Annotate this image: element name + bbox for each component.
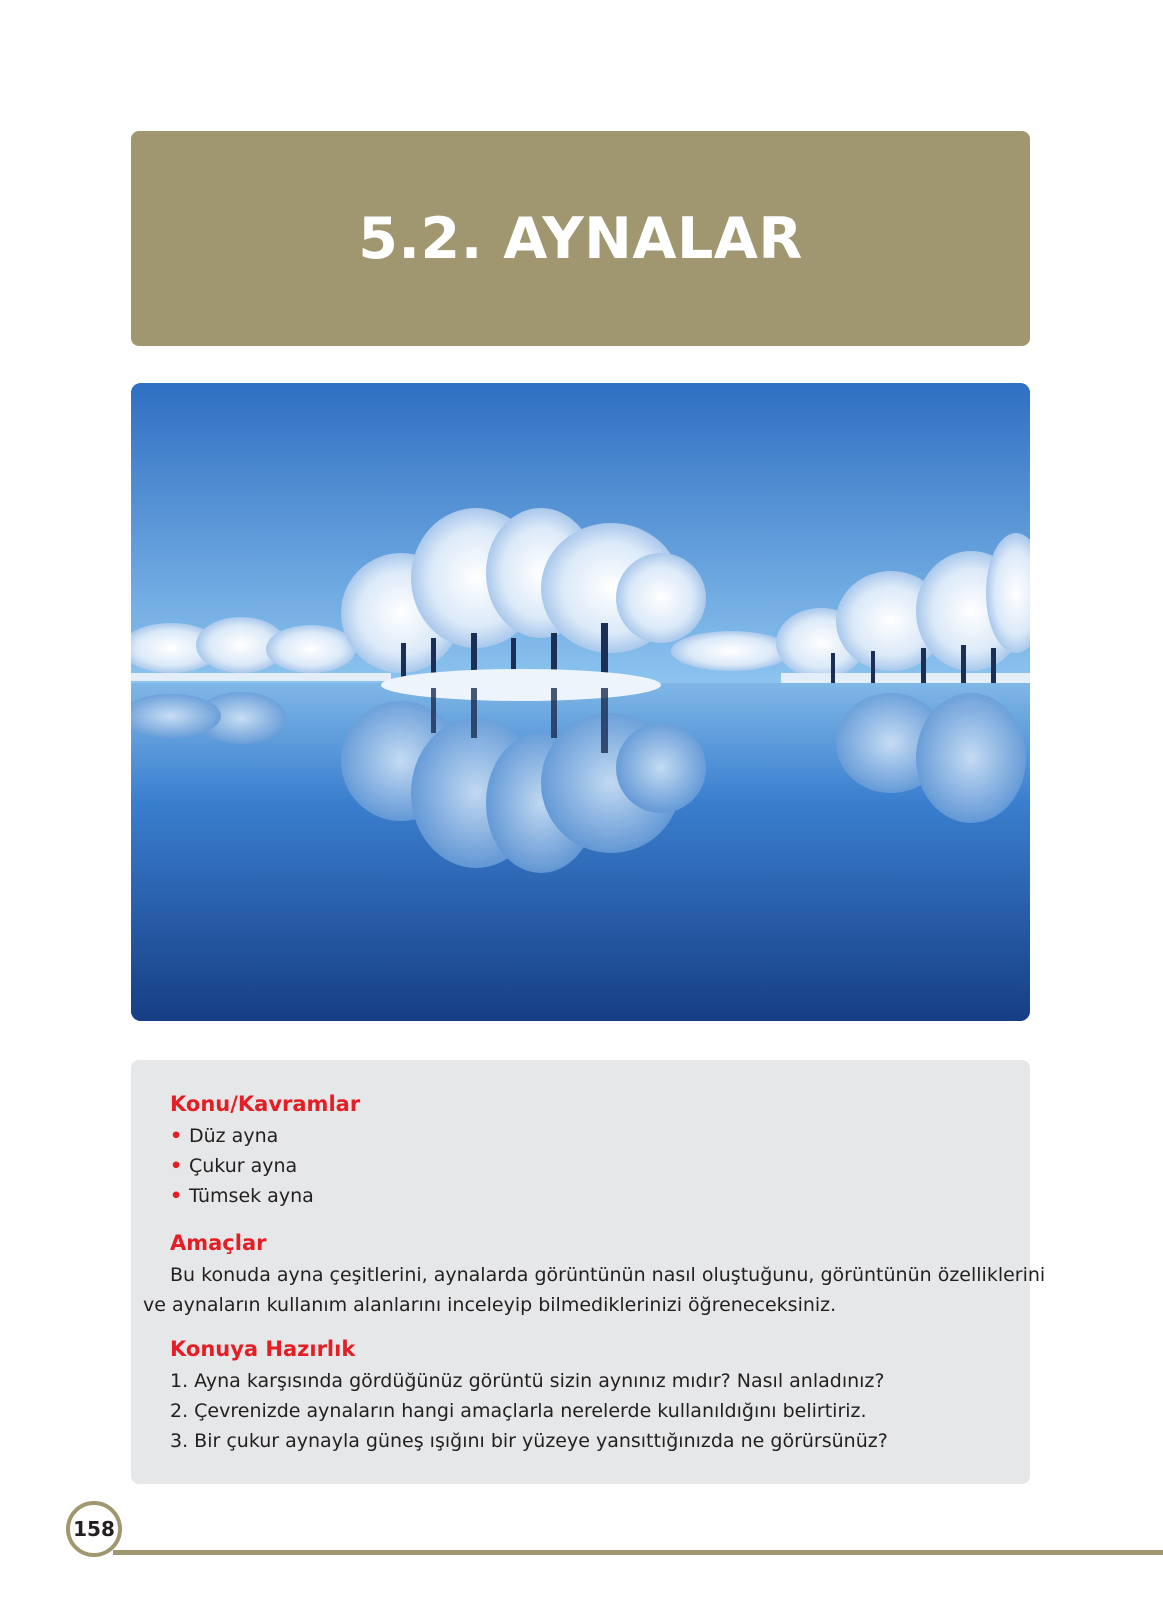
list-item: 3. Bir çukur aynayla güneş ışığını bir yüzeye yansıttığınızda ne görürsünüz? [170, 1430, 888, 1452]
list-item: 2. Çevrenizde aynaların hangi amaçlarla nerelerde kullanıldığını belirtiriz. [170, 1400, 867, 1422]
bullet-icon: • [170, 1125, 183, 1147]
page-number-badge [66, 1501, 122, 1557]
goals-heading: Amaçlar [170, 1231, 267, 1255]
page-number: 158 [73, 1517, 115, 1541]
bullet-icon: • [170, 1155, 183, 1177]
list-item: • Düz ayna [170, 1121, 278, 1151]
goals-paragraph: Bu konuda ayna çeşitlerini, aynalarda görüntünün nasıl oluştuğunu, görüntünün özelliklerini ve aynaların kullanım alanlarını inceleyip bilmediklerinizi öğreneceksiniz. [143, 1264, 1046, 1316]
list-item: • Çukur ayna [170, 1151, 297, 1181]
footer-rule [113, 1550, 1163, 1555]
concepts-heading: Konu/Kavramlar [170, 1092, 361, 1116]
winter-lake-photo [131, 383, 1030, 1021]
title-banner [131, 131, 1030, 346]
list-item: • Tümsek ayna [170, 1181, 314, 1211]
preparation-heading: Konuya Hazırlık [170, 1337, 356, 1361]
bullet-icon: • [170, 1185, 183, 1207]
lesson-info-box [131, 1060, 1046, 1484]
list-item: 1. Ayna karşısında gördüğünüz görüntü sizin aynınız mıdır? Nasıl anladınız? [170, 1370, 885, 1392]
page-title: 5.2. AYNALAR [358, 205, 803, 272]
winter-lake-reflection-icon [131, 383, 1030, 1021]
